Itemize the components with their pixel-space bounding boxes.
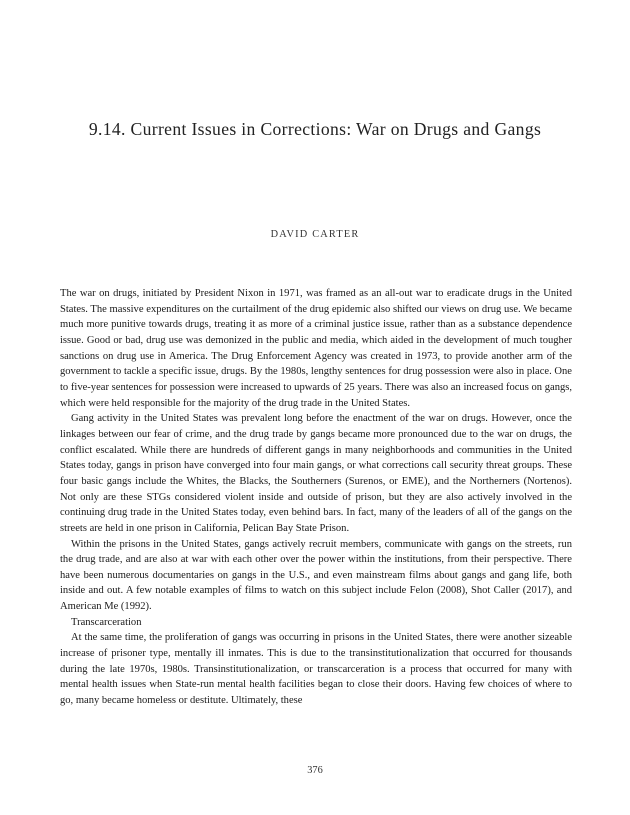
paragraph-prison-gangs: Within the prisons in the United States, gangs actively recruit members, communicate with gangs on the streets, run the drug trade, and are also at war with each other over the power within the institutions, from their perspective. There have been numerous documentaries on gangs in the U.S., and even mainstream films about gangs and gang life, both inside and out. A few notable examples of films to watch on this subject include Felon (2008), Shot Caller (2017), and American Me (1992). [60,538,572,613]
author-name: DAVID CARTER [270,229,360,240]
subheading-transcarceration: Transcarceration [71,616,142,628]
paragraph-war-on-drugs: The war on drugs, initiated by President Nixon in 1971, was framed as an all-out war to eradicate drugs in the United States. The massive expenditures on the curtailment of the drug epidemic also shifted our views on drug use. We became much more punitive towards drugs, treating it as more of a criminal justice issue, rather than as a substance dependence issue. Good or bad, drug use was demonized in the public and media, which aided in the development of much tougher sanctions on drug use in America. The Drug Enforcement Agency was created in 1973, to provide another arm of the government to tackle a specific issue, drugs. By the 1980s, lengthy sentences for drug possession were also in place. One to five-year sentences for possession were increased to upwards of 25 years. There was also an increased focus on gangs, which were held responsible for the majority of the drug trade in the United States. [60,288,572,409]
paragraph-gang-activity: Gang activity in the United States was prevalent long before the enactment of the war on drugs. However, once the linkages between our fear of crime, and the drug trade by gangs became more pronounced due to the war on drugs, the conflict escalated. While there are hundreds of different gangs in many neighborhoods and communities in the United States today, gangs in prison have converged into four main gangs, or what corrections call security threat groups. These four basic gangs include the Whites, the Blacks, the Southerners (Surenos, or EME), and the Northerners (Nortenos). Not only are these STGs considered violent inside and outside of prison, but they are also actively involved in the continuing drug trade in the United States today, even behind bars. In fact, many of the leaders of all of the gangs on the streets are held in one prison in California, Pelican Bay State Prison. [60,413,572,534]
paragraph-transcarceration: At the same time, the proliferation of gangs was occurring in prisons in the United States, there were another sizeable increase of prisoner type, mentally ill inmates. This is due to the transinstitutionalization that occurred for thousands during the late 1970s, 1980s. Transinstitutionalization, or transcarceration is a process that occurred for many with mental health issues when State-run mental health facilities began to close their doors. Having few choices of where to go, many became homeless or destitute. Ultimately, these [60,632,572,707]
body-text [60,286,572,709]
chapter-title: 9.14. Current Issues in Corrections: War on Drugs and Gangs [88,119,542,139]
page-number: 376 [307,765,323,776]
